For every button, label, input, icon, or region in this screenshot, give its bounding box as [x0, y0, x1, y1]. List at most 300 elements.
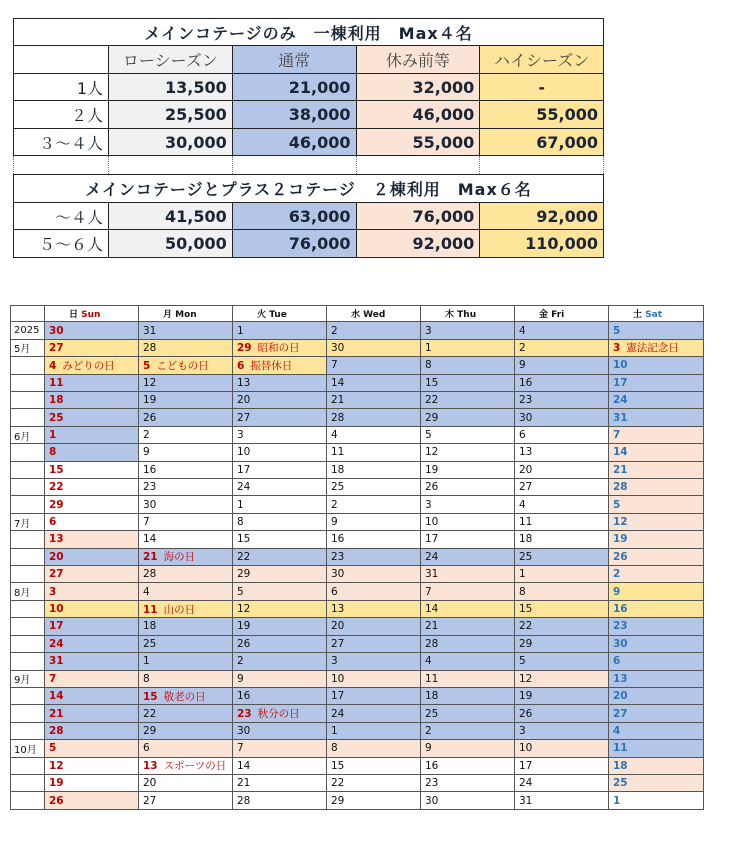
- day-number: 6: [237, 359, 245, 372]
- calendar-day-cell: [327, 600, 421, 617]
- calendar-day-cell: [421, 392, 515, 409]
- day-number: 26: [613, 550, 628, 563]
- header-regular: 通常: [232, 46, 356, 73]
- calendar-day-cell: [609, 722, 704, 739]
- calendar-day-cell: [233, 600, 327, 617]
- day-number: 9: [331, 516, 338, 529]
- holiday-name: 山の日: [163, 603, 196, 616]
- calendar-day-cell: [609, 687, 704, 704]
- calendar-day-cell: [515, 566, 609, 583]
- day-number: 8: [49, 446, 57, 459]
- day-number: 3: [519, 724, 526, 737]
- month-label: 2025: [11, 322, 45, 339]
- calendar-week-row: [11, 583, 704, 600]
- day-number: 6: [331, 585, 338, 598]
- calendar-week-row: [11, 566, 704, 583]
- calendar-day-cell: [45, 757, 139, 774]
- day-number: 21: [49, 707, 64, 720]
- calendar-day-cell: [327, 687, 421, 704]
- day-number: 13: [237, 376, 251, 389]
- calendar-day-cell: [421, 722, 515, 739]
- calendar-day-cell: [233, 374, 327, 391]
- day-number: 30: [331, 568, 345, 581]
- calendar-day-cell: [139, 757, 233, 774]
- calendar-week-row: [11, 687, 704, 704]
- day-number: 10: [613, 359, 628, 372]
- day-number: 25: [49, 411, 64, 424]
- day-number: 16: [613, 603, 628, 616]
- price-cell: 63,000: [232, 202, 356, 229]
- day-number: 21: [237, 777, 251, 790]
- day-number: 11: [613, 742, 628, 755]
- calendar-day-cell: [515, 496, 609, 513]
- price-row: [14, 230, 604, 258]
- calendar-day-cell: [421, 774, 515, 791]
- day-number: 1: [237, 324, 244, 337]
- day-number: 15: [331, 759, 345, 772]
- price-cell: 21,000: [232, 73, 356, 100]
- calendar-day-cell: [421, 479, 515, 496]
- month-label: [11, 687, 45, 704]
- calendar-day-cell: [327, 496, 421, 513]
- calendar-day-cell: [233, 757, 327, 774]
- calendar-day-cell: [233, 322, 327, 339]
- calendar-day-cell: [515, 670, 609, 687]
- day-number: 27: [49, 341, 64, 354]
- day-number: 17: [331, 690, 345, 703]
- calendar-day-cell: [327, 653, 421, 670]
- calendar-day-cell: [515, 740, 609, 757]
- month-label: [11, 444, 45, 461]
- day-number: 29: [425, 411, 439, 424]
- calendar-day-cell: [327, 357, 421, 374]
- calendar-week-row: [11, 513, 704, 530]
- calendar-day-cell: [139, 600, 233, 617]
- calendar-day-cell: [233, 722, 327, 739]
- calendar-day-cell: [139, 374, 233, 391]
- calendar-day-cell: [233, 740, 327, 757]
- price-cell: 25,500: [109, 101, 233, 128]
- day-number: 26: [237, 637, 251, 650]
- day-number: 22: [237, 550, 251, 563]
- calendar-day-cell: [327, 426, 421, 443]
- day-number: 23: [425, 777, 439, 790]
- calendar-day-cell: [515, 461, 609, 478]
- day-number: 13: [613, 672, 628, 685]
- day-number: 16: [519, 376, 533, 389]
- calendar-day-cell: [515, 774, 609, 791]
- calendar-day-cell: [233, 618, 327, 635]
- day-number: 1: [237, 498, 244, 511]
- calendar-day-cell: [609, 496, 704, 513]
- month-label: [11, 392, 45, 409]
- day-number: 2: [519, 341, 526, 354]
- month-label: 9月: [11, 670, 45, 687]
- price-title-row-2: [14, 175, 604, 202]
- price-cell: 30,000: [109, 128, 233, 155]
- price-cell: 13,500: [109, 73, 233, 100]
- calendar-day-cell: [421, 566, 515, 583]
- price-cell: 41,500: [109, 202, 233, 229]
- month-label: [11, 357, 45, 374]
- day-number: 13: [143, 760, 158, 773]
- day-number: 25: [425, 707, 439, 720]
- calendar-day-cell: [421, 322, 515, 339]
- calendar-week-row: [11, 374, 704, 391]
- day-number: 31: [425, 568, 439, 581]
- calendar-day-cell: [233, 635, 327, 652]
- calendar-day-cell: [139, 705, 233, 722]
- calendar-day-cell: [515, 426, 609, 443]
- day-number: 8: [331, 742, 338, 755]
- calendar-day-cell: [233, 566, 327, 583]
- day-number: 27: [331, 637, 345, 650]
- calendar-week-row: [11, 740, 704, 757]
- day-number: 25: [331, 481, 345, 494]
- calendar-day-cell: [515, 357, 609, 374]
- price-cell: 55,000: [356, 128, 480, 155]
- header-low-season: ローシーズン: [109, 46, 233, 73]
- day-number: 7: [331, 359, 338, 372]
- day-number: 28: [237, 794, 251, 807]
- calendar-week-row: [11, 426, 704, 443]
- calendar-day-cell: [45, 740, 139, 757]
- price-row: [14, 101, 604, 128]
- calendar-week-row: [11, 653, 704, 670]
- weekday-header-sat: 土 Sat: [609, 306, 704, 322]
- calendar-day-cell: [233, 548, 327, 565]
- calendar-day-cell: [139, 548, 233, 565]
- month-label: [11, 461, 45, 478]
- day-number: 27: [143, 794, 157, 807]
- day-number: 13: [519, 446, 533, 459]
- day-number: 12: [425, 446, 439, 459]
- day-number: 5: [613, 498, 621, 511]
- day-number: 24: [425, 550, 439, 563]
- month-label: [11, 722, 45, 739]
- day-number: 5: [425, 429, 432, 442]
- month-label: [11, 757, 45, 774]
- day-number: 10: [237, 446, 251, 459]
- day-number: 22: [519, 620, 533, 633]
- day-number: 15: [143, 690, 158, 703]
- day-number: 31: [49, 655, 64, 668]
- calendar-day-cell: [421, 757, 515, 774]
- weekday-header-sun: 日 Sun: [45, 306, 139, 322]
- calendar-day-cell: [139, 792, 233, 810]
- calendar-week-row: [11, 600, 704, 617]
- day-number: 5: [49, 742, 57, 755]
- day-number: 24: [613, 394, 628, 407]
- day-number: 12: [519, 672, 533, 685]
- calendar-week-row: [11, 705, 704, 722]
- holiday-name: 振替休日: [250, 359, 293, 372]
- day-number: 30: [143, 498, 157, 511]
- calendar-day-cell: [45, 339, 139, 356]
- calendar-day-cell: [45, 444, 139, 461]
- day-number: 27: [49, 568, 64, 581]
- calendar-day-cell: [421, 496, 515, 513]
- price-cell: 76,000: [356, 202, 480, 229]
- month-label: 5月: [11, 339, 45, 356]
- calendar-day-cell: [327, 444, 421, 461]
- day-number: 17: [49, 620, 64, 633]
- calendar-day-cell: [609, 461, 704, 478]
- row-label: ５～６人: [14, 230, 109, 258]
- season-calendar: [10, 305, 704, 810]
- weekday-header-wed: 水 Wed: [327, 306, 421, 322]
- month-label: [11, 566, 45, 583]
- day-number: 4: [519, 324, 526, 337]
- calendar-day-cell: [139, 653, 233, 670]
- calendar-day-cell: [515, 722, 609, 739]
- calendar-day-cell: [45, 374, 139, 391]
- calendar-day-cell: [421, 461, 515, 478]
- calendar-day-cell: [515, 792, 609, 810]
- calendar-day-cell: [421, 444, 515, 461]
- calendar-day-cell: [139, 339, 233, 356]
- day-number: 21: [425, 620, 439, 633]
- spacer-row: [14, 156, 604, 175]
- calendar-day-cell: [609, 374, 704, 391]
- calendar-day-cell: [515, 339, 609, 356]
- day-number: 20: [519, 463, 533, 476]
- calendar-day-cell: [45, 426, 139, 443]
- calendar-day-cell: [139, 496, 233, 513]
- calendar-day-cell: [515, 653, 609, 670]
- day-number: 4: [613, 724, 621, 737]
- day-number: 18: [331, 463, 345, 476]
- day-number: 2: [613, 568, 621, 581]
- month-column-header: [11, 306, 45, 322]
- calendar-day-cell: [45, 705, 139, 722]
- month-label: 8月: [11, 583, 45, 600]
- calendar-day-cell: [45, 548, 139, 565]
- day-number: 11: [425, 672, 439, 685]
- day-number: 4: [425, 655, 432, 668]
- day-number: 29: [49, 498, 64, 511]
- calendar-day-cell: [45, 461, 139, 478]
- day-number: 1: [613, 794, 621, 807]
- calendar-day-cell: [421, 600, 515, 617]
- calendar-day-cell: [45, 670, 139, 687]
- day-number: 19: [613, 533, 628, 546]
- day-number: 10: [519, 742, 533, 755]
- calendar-day-cell: [139, 461, 233, 478]
- calendar-day-cell: [45, 357, 139, 374]
- month-label: [11, 548, 45, 565]
- calendar-day-cell: [233, 461, 327, 478]
- calendar-day-cell: [45, 322, 139, 339]
- calendar-week-row: [11, 548, 704, 565]
- calendar-day-cell: [515, 600, 609, 617]
- day-number: 3: [613, 342, 621, 355]
- calendar-day-cell: [233, 705, 327, 722]
- row-label: ～４人: [14, 202, 109, 229]
- day-number: 29: [331, 794, 345, 807]
- calendar-day-cell: [139, 583, 233, 600]
- calendar-day-cell: [233, 392, 327, 409]
- day-number: 28: [331, 411, 345, 424]
- calendar-day-cell: [421, 705, 515, 722]
- month-label: 7月: [11, 513, 45, 530]
- day-number: 10: [425, 516, 439, 529]
- calendar-week-row: [11, 392, 704, 409]
- calendar-day-cell: [609, 757, 704, 774]
- day-number: 8: [237, 516, 244, 529]
- price-cell: 67,000: [480, 128, 604, 155]
- day-number: 20: [331, 620, 345, 633]
- holiday-name: スポーツの日: [163, 760, 227, 773]
- calendar-day-cell: [609, 583, 704, 600]
- calendar-day-cell: [327, 757, 421, 774]
- day-number: 2: [331, 498, 338, 511]
- calendar-day-cell: [421, 426, 515, 443]
- day-number: 30: [425, 794, 439, 807]
- day-number: 30: [519, 411, 533, 424]
- price-cell: -: [480, 73, 604, 100]
- day-number: 3: [425, 498, 432, 511]
- holiday-name: 秋分の日: [257, 708, 300, 721]
- price-row: [14, 202, 604, 229]
- day-number: 29: [519, 637, 533, 650]
- calendar-day-cell: [45, 635, 139, 652]
- day-number: 30: [237, 724, 251, 737]
- calendar-day-cell: [327, 740, 421, 757]
- day-number: 4: [519, 498, 526, 511]
- calendar-day-cell: [139, 566, 233, 583]
- calendar-week-row: [11, 757, 704, 774]
- calendar-day-cell: [327, 722, 421, 739]
- calendar-day-cell: [421, 531, 515, 548]
- day-number: 11: [49, 376, 64, 389]
- calendar-day-cell: [327, 374, 421, 391]
- header-high-season: ハイシーズン: [480, 46, 604, 73]
- day-number: 11: [331, 446, 345, 459]
- day-number: 25: [143, 637, 157, 650]
- calendar-day-cell: [139, 531, 233, 548]
- weekday-header-tue: 火 Tue: [233, 306, 327, 322]
- calendar-day-cell: [327, 322, 421, 339]
- day-number: 21: [613, 463, 628, 476]
- calendar-day-cell: [421, 409, 515, 426]
- calendar-week-row: [11, 479, 704, 496]
- day-number: 30: [331, 341, 345, 354]
- calendar-day-cell: [45, 600, 139, 617]
- day-number: 6: [519, 429, 526, 442]
- day-number: 9: [613, 585, 621, 598]
- month-label: [11, 409, 45, 426]
- calendar-day-cell: [327, 705, 421, 722]
- day-number: 24: [519, 777, 533, 790]
- calendar-day-cell: [327, 635, 421, 652]
- day-number: 2: [425, 724, 432, 737]
- calendar-day-cell: [609, 635, 704, 652]
- spacer-cell: [480, 156, 604, 175]
- calendar-day-cell: [421, 635, 515, 652]
- calendar-day-cell: [45, 583, 139, 600]
- day-number: 7: [613, 429, 621, 442]
- calendar-day-cell: [515, 409, 609, 426]
- calendar-day-cell: [421, 548, 515, 565]
- calendar-week-row: [11, 444, 704, 461]
- day-number: 30: [49, 324, 64, 337]
- month-label: [11, 531, 45, 548]
- calendar-day-cell: [233, 792, 327, 810]
- day-number: 21: [143, 551, 158, 564]
- calendar-day-cell: [609, 670, 704, 687]
- calendar-day-cell: [139, 426, 233, 443]
- calendar-day-cell: [45, 496, 139, 513]
- calendar-day-cell: [421, 513, 515, 530]
- day-number: 11: [519, 516, 533, 529]
- month-label: [11, 374, 45, 391]
- day-number: 14: [237, 759, 251, 772]
- row-label: ２人: [14, 101, 109, 128]
- calendar-day-cell: [327, 513, 421, 530]
- calendar-day-cell: [233, 774, 327, 791]
- day-number: 28: [49, 724, 64, 737]
- day-number: 15: [425, 376, 439, 389]
- day-number: 15: [519, 603, 533, 616]
- day-number: 7: [143, 516, 150, 529]
- day-number: 19: [237, 620, 251, 633]
- calendar-day-cell: [421, 653, 515, 670]
- calendar-day-cell: [45, 722, 139, 739]
- calendar-day-cell: [327, 583, 421, 600]
- day-number: 26: [49, 794, 64, 807]
- day-number: 7: [49, 672, 57, 685]
- calendar-week-row: [11, 322, 704, 339]
- price-cell: 38,000: [232, 101, 356, 128]
- calendar-day-cell: [139, 409, 233, 426]
- calendar-day-cell: [421, 357, 515, 374]
- calendar-day-cell: [515, 687, 609, 704]
- day-number: 19: [49, 777, 64, 790]
- day-number: 27: [237, 411, 251, 424]
- calendar-day-cell: [233, 339, 327, 356]
- calendar-day-cell: [609, 479, 704, 496]
- calendar-week-row: [11, 722, 704, 739]
- day-number: 5: [613, 324, 621, 337]
- day-number: 17: [425, 533, 439, 546]
- calendar-day-cell: [609, 322, 704, 339]
- calendar-day-cell: [327, 531, 421, 548]
- calendar-day-cell: [327, 774, 421, 791]
- calendar-day-cell: [515, 322, 609, 339]
- calendar-day-cell: [327, 392, 421, 409]
- calendar-day-cell: [327, 409, 421, 426]
- calendar-day-cell: [515, 513, 609, 530]
- month-label: [11, 774, 45, 791]
- calendar-day-cell: [515, 705, 609, 722]
- calendar-day-cell: [515, 583, 609, 600]
- calendar-day-cell: [139, 444, 233, 461]
- day-number: 23: [613, 620, 628, 633]
- price-row: [14, 73, 604, 100]
- day-number: 15: [237, 533, 251, 546]
- day-number: 13: [331, 603, 345, 616]
- month-label: [11, 635, 45, 652]
- calendar-day-cell: [609, 531, 704, 548]
- day-number: 9: [519, 359, 526, 372]
- day-number: 8: [425, 359, 432, 372]
- holiday-name: みどりの日: [62, 359, 115, 372]
- day-number: 13: [49, 533, 64, 546]
- price-title-1: メインコテージのみ 一棟利用 Max４名: [14, 19, 604, 46]
- spacer-cell: [232, 156, 356, 175]
- price-cell: 46,000: [356, 101, 480, 128]
